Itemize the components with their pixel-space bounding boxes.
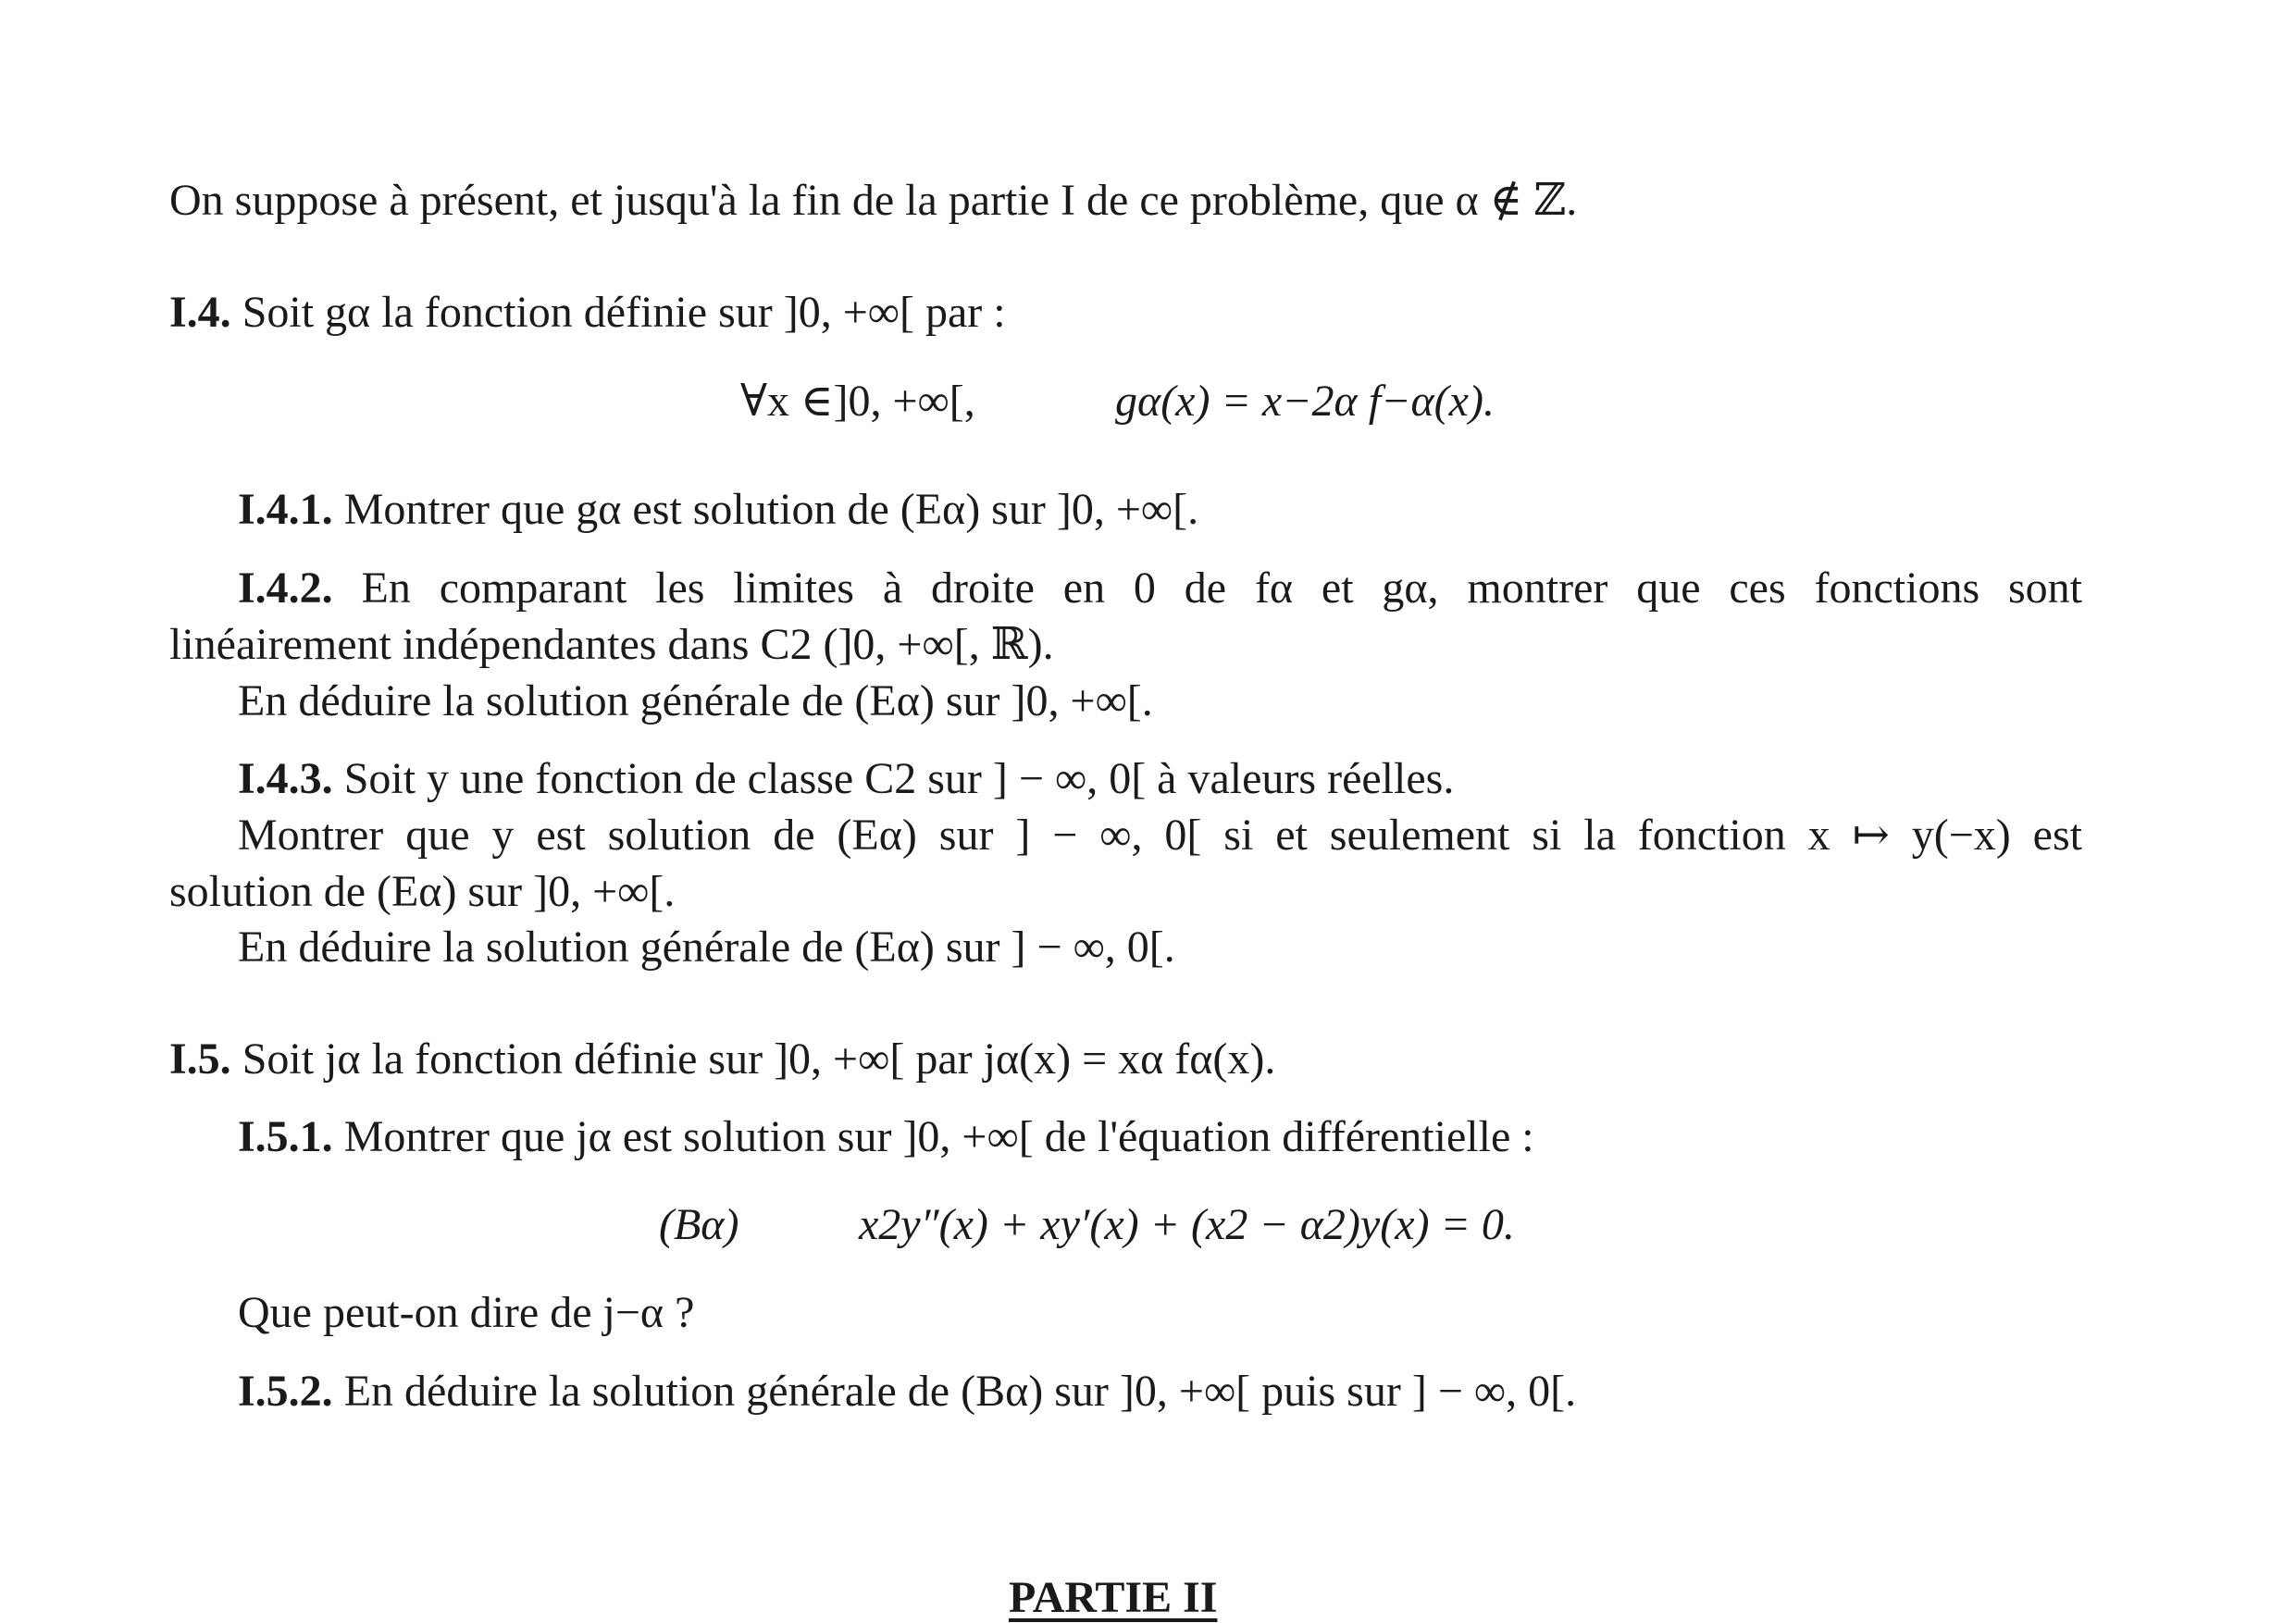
- equation-B-tag: [659, 1200, 739, 1249]
- intro-text: On suppose à présent, et jusqu'à la fin de la partie I de ce problème, que α ∉ ℤ.: [169, 176, 1578, 225]
- question-I4-text: Soit gα la fonction définie sur ]0, +∞[ par :: [242, 288, 1006, 337]
- question-I4-label: I.4.: [169, 288, 231, 337]
- question-I4-3-line4: [238, 925, 1175, 970]
- question-I4-2-line1-text: En comparant les limites à droite en 0 de fα et gα, montrer que ces fonctions sont: [361, 564, 2083, 613]
- question-I5-text: Soit jα la fonction définie sur ]0, +∞[ par jα(x) = xα fα(x).: [242, 1035, 1276, 1084]
- equation-I4-right-text: gα(x) = x−2α f−α(x).: [1115, 377, 1495, 426]
- question-I4-1-text: Montrer que gα est solution de (Eα) sur ]0, +∞[.: [343, 485, 1199, 534]
- question-I5-2: [238, 1369, 1576, 1414]
- part-title: [1009, 1573, 1218, 1622]
- equation-B: [859, 1200, 1515, 1249]
- question-I5-1-after-text: Que peut-on dire de j−α ?: [238, 1288, 695, 1337]
- question-I5-2-text: En déduire la solution générale de (Bα) sur ]0, +∞[ puis sur ] − ∞, 0[.: [343, 1367, 1577, 1416]
- intro-paragraph: [169, 176, 1578, 225]
- question-I4-3-line3: [169, 867, 676, 916]
- question-I4-3-line3-text: solution de (Eα) sur ]0, +∞[.: [169, 867, 676, 916]
- question-I4-2-line3: [238, 676, 1153, 725]
- question-I4: [169, 288, 1006, 337]
- question-I4-2-label: I.4.2.: [238, 564, 333, 613]
- equation-B-tag-text: (Bα): [659, 1200, 739, 1249]
- question-I4-3-line4-text: En déduire la solution générale de (Eα) sur ] − ∞, 0[.: [238, 923, 1175, 972]
- question-I4-3-label: I.4.3.: [238, 754, 333, 803]
- equation-I4-left-text: ∀x ∈]0, +∞[,: [740, 377, 975, 426]
- question-I5-1-label: I.5.1.: [238, 1112, 333, 1161]
- question-I4-3-line2: [238, 813, 2082, 858]
- equation-I4-right: [1115, 379, 1495, 424]
- question-I4-1-label: I.4.1.: [238, 485, 333, 534]
- question-I4-3-line2-text: Montrer que y est solution de (Eα) sur ] − ∞, 0[ si et seulement si la fonction x ↦ y(−x) est: [238, 811, 2082, 860]
- question-I5-1-after: [238, 1288, 695, 1337]
- question-I4-2-line3-text: En déduire la solution générale de (Eα) sur ]0, +∞[.: [238, 676, 1153, 725]
- question-I5-label: I.5.: [169, 1035, 231, 1084]
- question-I5: [169, 1037, 1275, 1082]
- question-I4-3-line1: [238, 754, 1455, 803]
- question-I4-2-line1: [238, 566, 2082, 611]
- question-I4-3-line1-text: Soit y une fonction de classe C2 sur ] − ∞, 0[ à valeurs réelles.: [343, 754, 1455, 803]
- part-title-text: PARTIE II: [1009, 1573, 1218, 1622]
- equation-B-text: x2y″(x) + xy′(x) + (x2 − α2)y(x) = 0.: [859, 1200, 1515, 1249]
- equation-I4-left: [740, 379, 975, 424]
- question-I5-1: [238, 1112, 1534, 1161]
- question-I4-2-line2: [169, 620, 1054, 669]
- question-I4-1: [238, 485, 1199, 534]
- question-I5-1-text: Montrer que jα est solution sur ]0, +∞[ de l'équation différentielle :: [343, 1112, 1534, 1161]
- question-I4-2-line2-text: linéairement indépendantes dans C2 (]0, +∞[, ℝ).: [169, 620, 1054, 669]
- question-I5-2-label: I.5.2.: [238, 1367, 333, 1416]
